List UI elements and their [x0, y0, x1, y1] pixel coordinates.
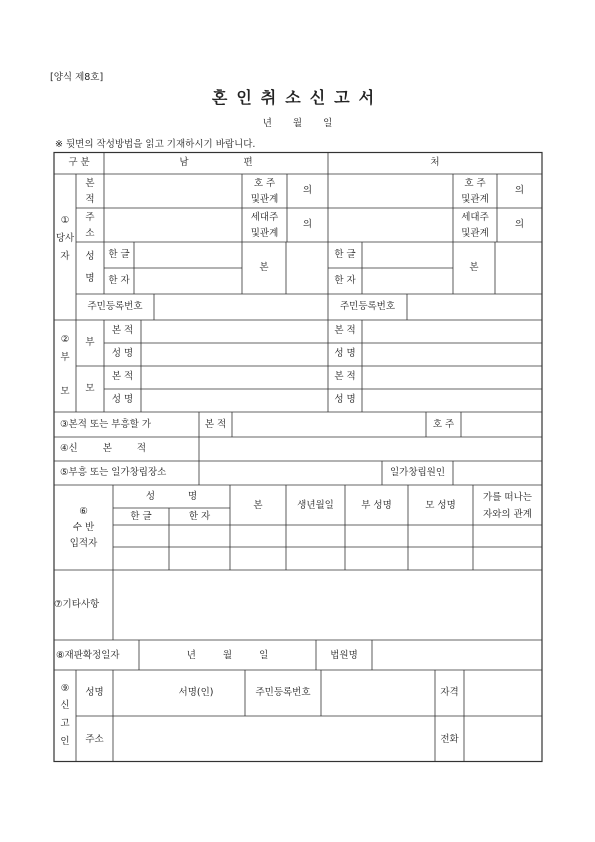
s6-hangul-header: 한 글: [130, 511, 152, 522]
section4-new-bonjeok-field[interactable]: [201, 439, 540, 459]
wife-hoju-field[interactable]: [499, 176, 540, 206]
father-wife-bonjeok-label: 본 적: [334, 325, 356, 336]
husband-mother-name-field[interactable]: [143, 391, 326, 410]
husband-hangul-label: 한 글: [108, 249, 130, 260]
name-label-2: 명: [85, 273, 95, 284]
husband-hoju-ui: 의: [302, 185, 313, 196]
reporter-phone-label: 전화: [440, 734, 459, 745]
wife-hoju-ui: 의: [514, 185, 525, 196]
s6-relation-header-2: 자와의 관계: [483, 509, 532, 520]
section8-date-label: 년 월 일: [186, 650, 269, 661]
husband-hoju-relation-label: 및관계: [250, 194, 279, 205]
husband-bonjeok-field[interactable]: [106, 176, 240, 206]
husband-sedaeju-label: 세대주: [250, 212, 279, 223]
section5-place-field[interactable]: [201, 463, 380, 483]
instruction-note: ※ 뒷면의 작성방법을 읽고 기재하시기 바랍니다.: [55, 139, 256, 150]
father-husband-bonjeok-label: 본 적: [111, 325, 134, 336]
section7-label: ⑦기타사항: [54, 599, 100, 610]
wife-hoju-label: 호 주: [464, 178, 486, 189]
s6-birth-header: 생년월일: [297, 500, 334, 511]
form-number-label: [양식 제8호]: [50, 72, 104, 83]
reporter-address-label: 주소: [85, 734, 104, 745]
father-wife-name-label: 성 명: [334, 348, 356, 359]
reporter-phone-field[interactable]: [466, 718, 540, 759]
mother-wife-name-label: 성 명: [334, 394, 356, 405]
husband-sedaeju-relation-label: 및관계: [250, 228, 279, 239]
section3-bonjeok-field[interactable]: [234, 414, 424, 435]
husband-name-hanja-field[interactable]: [136, 270, 240, 292]
wife-hangul-label: 한 글: [334, 249, 356, 260]
reporter-qualification-label: 자격: [440, 687, 459, 698]
wife-sedaeju-relation-label: 및관계: [461, 228, 489, 239]
address-label-2: 소: [85, 228, 95, 239]
s6-hanja-header: 한 자: [188, 511, 211, 522]
section4-label: ④신 본 적: [60, 443, 147, 454]
s6-father-name-header: 부 성명: [361, 500, 392, 511]
wife-sedaeju-label: 세대주: [461, 212, 489, 223]
section9-number: ⑨: [60, 683, 70, 694]
husband-bon-field[interactable]: [288, 244, 326, 292]
section3-hoju-label: 호 주: [432, 419, 455, 430]
wife-bon-label: 본: [469, 262, 479, 273]
wife-address-field[interactable]: [330, 210, 451, 240]
husband-address-field[interactable]: [106, 210, 240, 240]
husband-hanja-label: 한 자: [108, 275, 130, 286]
section6-number: ⑥: [79, 506, 88, 517]
mother-wife-bonjeok-label: 본 적: [334, 371, 356, 382]
section5-reason-label: 일가창립원인: [389, 467, 446, 478]
husband-name-hangul-field[interactable]: [136, 244, 240, 266]
name-label-1: 성: [85, 251, 95, 262]
section8-label: ⑧재판확정일자: [56, 650, 120, 661]
s6-name-header: 성 명: [145, 491, 198, 502]
reporter-sign-label: 서명(인): [178, 687, 214, 698]
wife-bon-field[interactable]: [497, 244, 540, 292]
wife-header: 처: [430, 157, 440, 168]
wife-bonjeok-field[interactable]: [330, 176, 451, 206]
section2-number: ②: [60, 334, 70, 345]
reporter-rrn-field[interactable]: [323, 672, 433, 714]
section3-hoju-field[interactable]: [463, 414, 540, 435]
reporter-rrn-label: 주민등록번호: [255, 687, 311, 698]
section5-label: ⑤부흥 또는 일가창립장소: [60, 467, 167, 478]
bonjeok-label-2: 적: [85, 194, 95, 205]
husband-sedaeju-ui: 의: [302, 219, 313, 230]
husband-rrn-field[interactable]: [156, 296, 326, 318]
father-husband-name-label: 성 명: [111, 348, 134, 359]
section6-label-2: 입적자: [69, 538, 98, 549]
address-label-1: 주: [85, 212, 95, 223]
mother-label: 모: [85, 383, 95, 394]
mother-husband-bonjeok-label: 본 적: [111, 371, 134, 382]
report-date-line: 년 월 일: [262, 118, 333, 129]
husband-father-bonjeok-field[interactable]: [143, 322, 326, 341]
wife-rrn-field[interactable]: [409, 296, 540, 318]
husband-hoju-field[interactable]: [289, 176, 326, 206]
section9-label-2: 고: [60, 718, 70, 729]
s6-bon-header: 본: [253, 500, 263, 511]
husband-hoju-label: 호 주: [253, 178, 276, 189]
section2-label-mother: 모: [60, 386, 70, 397]
s6-mother-name-header: 모 성명: [425, 500, 456, 511]
wife-name-hanja-field[interactable]: [364, 270, 451, 292]
wife-rrn-label: 주민등록번호: [339, 301, 396, 312]
s6-relation-header-1: 가를 떠나는: [483, 492, 532, 503]
husband-mother-bonjeok-field[interactable]: [143, 368, 326, 387]
section9-label-1: 신: [60, 700, 70, 711]
wife-mother-bonjeok-field[interactable]: [364, 368, 540, 387]
wife-sedaeju-field[interactable]: [499, 210, 540, 240]
form-title: 혼인취소신고서: [211, 88, 384, 107]
section1-number: ①: [60, 215, 70, 226]
wife-name-hangul-field[interactable]: [364, 244, 451, 266]
reporter-address-field[interactable]: [115, 718, 433, 759]
wife-mother-name-field[interactable]: [364, 391, 540, 410]
section2-label-father: 부: [60, 352, 70, 363]
husband-header: 남 편: [179, 157, 253, 168]
reporter-name-label: 성명: [85, 687, 104, 698]
mother-husband-name-label: 성 명: [111, 394, 134, 405]
wife-sedaeju-ui: 의: [514, 219, 525, 230]
wife-father-name-field[interactable]: [364, 345, 540, 364]
husband-sedaeju-field[interactable]: [289, 210, 326, 240]
husband-father-name-field[interactable]: [143, 345, 326, 364]
section3-label: ③본적 또는 부흥할 가: [60, 419, 151, 430]
section1-label: 당사자: [55, 233, 75, 262]
reporter-qualification-field[interactable]: [466, 672, 540, 714]
bonjeok-label-1: 본: [85, 178, 95, 189]
wife-hanja-label: 한 자: [334, 275, 356, 286]
other-notes-field[interactable]: [115, 572, 540, 638]
section8-court-label: 법원명: [330, 650, 358, 661]
section9-label-3: 인: [60, 736, 70, 747]
wife-father-bonjeok-field[interactable]: [364, 322, 540, 341]
husband-bon-label: 본: [259, 262, 269, 273]
section6-label-1: 수 반: [72, 522, 95, 533]
wife-hoju-relation-label: 및관계: [461, 194, 489, 205]
husband-rrn-label: 주민등록번호: [87, 301, 143, 312]
father-label: 부: [85, 337, 95, 348]
section5-reason-field[interactable]: [455, 463, 540, 483]
section3-bonjeok-label: 본 적: [204, 419, 227, 430]
court-name-field[interactable]: [374, 642, 540, 668]
division-header: 구 분: [68, 157, 90, 168]
